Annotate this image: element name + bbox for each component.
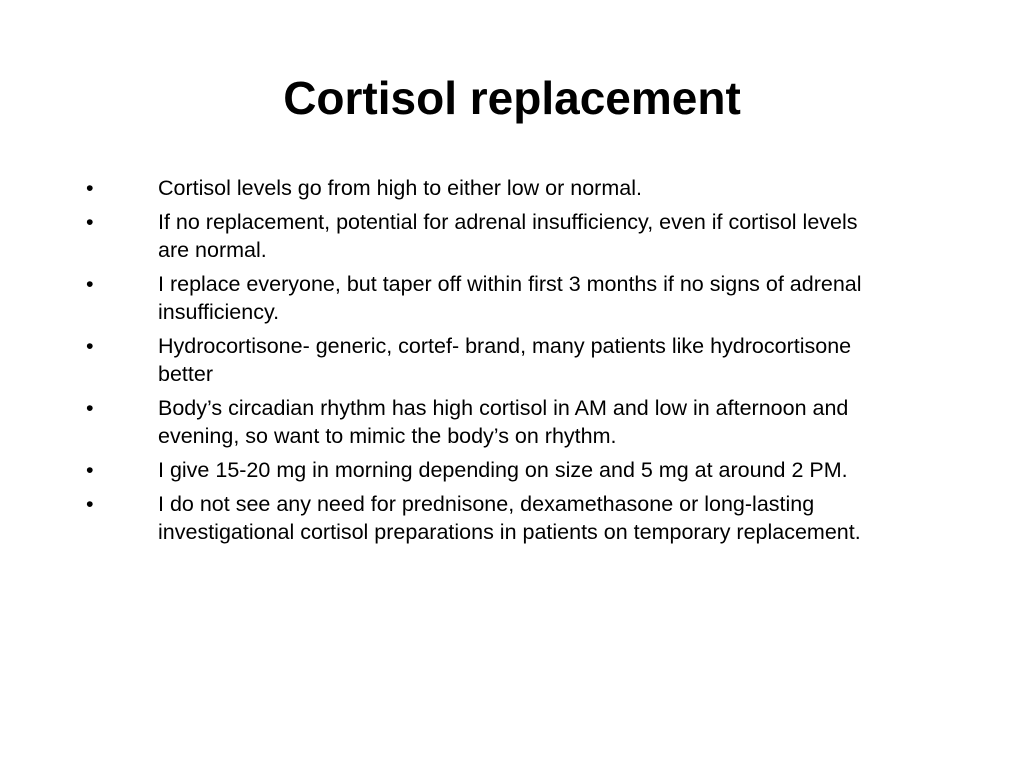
list-item (84, 174, 904, 202)
bullet-icon: • (86, 210, 94, 234)
bullet-text: I do not see any need for prednisone, dexamethasone or long-lasting investigational cortisol preparations in patients on temporary replacement. (158, 492, 861, 544)
bullet-icon: • (86, 458, 94, 482)
bullet-text: Cortisol levels go from high to either low or normal. (158, 176, 642, 200)
list-item (84, 394, 904, 450)
bullet-list (84, 174, 904, 552)
bullet-text: Hydrocortisone- generic, cortef- brand, many patients like hydrocortisone better (158, 334, 852, 386)
bullet-icon: • (86, 396, 94, 420)
bullet-icon: • (86, 492, 94, 516)
list-item (84, 270, 904, 326)
bullet-text: If no replacement, potential for adrenal insufficiency, even if cortisol levels are normal. (158, 210, 858, 262)
bullet-icon: • (86, 334, 94, 358)
bullet-icon: • (86, 176, 94, 200)
list-item (84, 332, 904, 388)
slide-title: Cortisol replacement (283, 72, 741, 124)
list-item (84, 456, 904, 484)
list-item (84, 208, 904, 264)
bullet-text: Body’s circadian rhythm has high cortisol in AM and low in afternoon and evening, so want to mimic the body’s on rhythm. (158, 396, 849, 448)
list-item (84, 490, 904, 546)
bullet-text: I replace everyone, but taper off within first 3 months if no signs of adrenal insufficiency. (158, 272, 862, 324)
bullet-text: I give 15-20 mg in morning depending on size and 5 mg at around 2 PM. (158, 458, 848, 482)
bullet-icon: • (86, 272, 94, 296)
